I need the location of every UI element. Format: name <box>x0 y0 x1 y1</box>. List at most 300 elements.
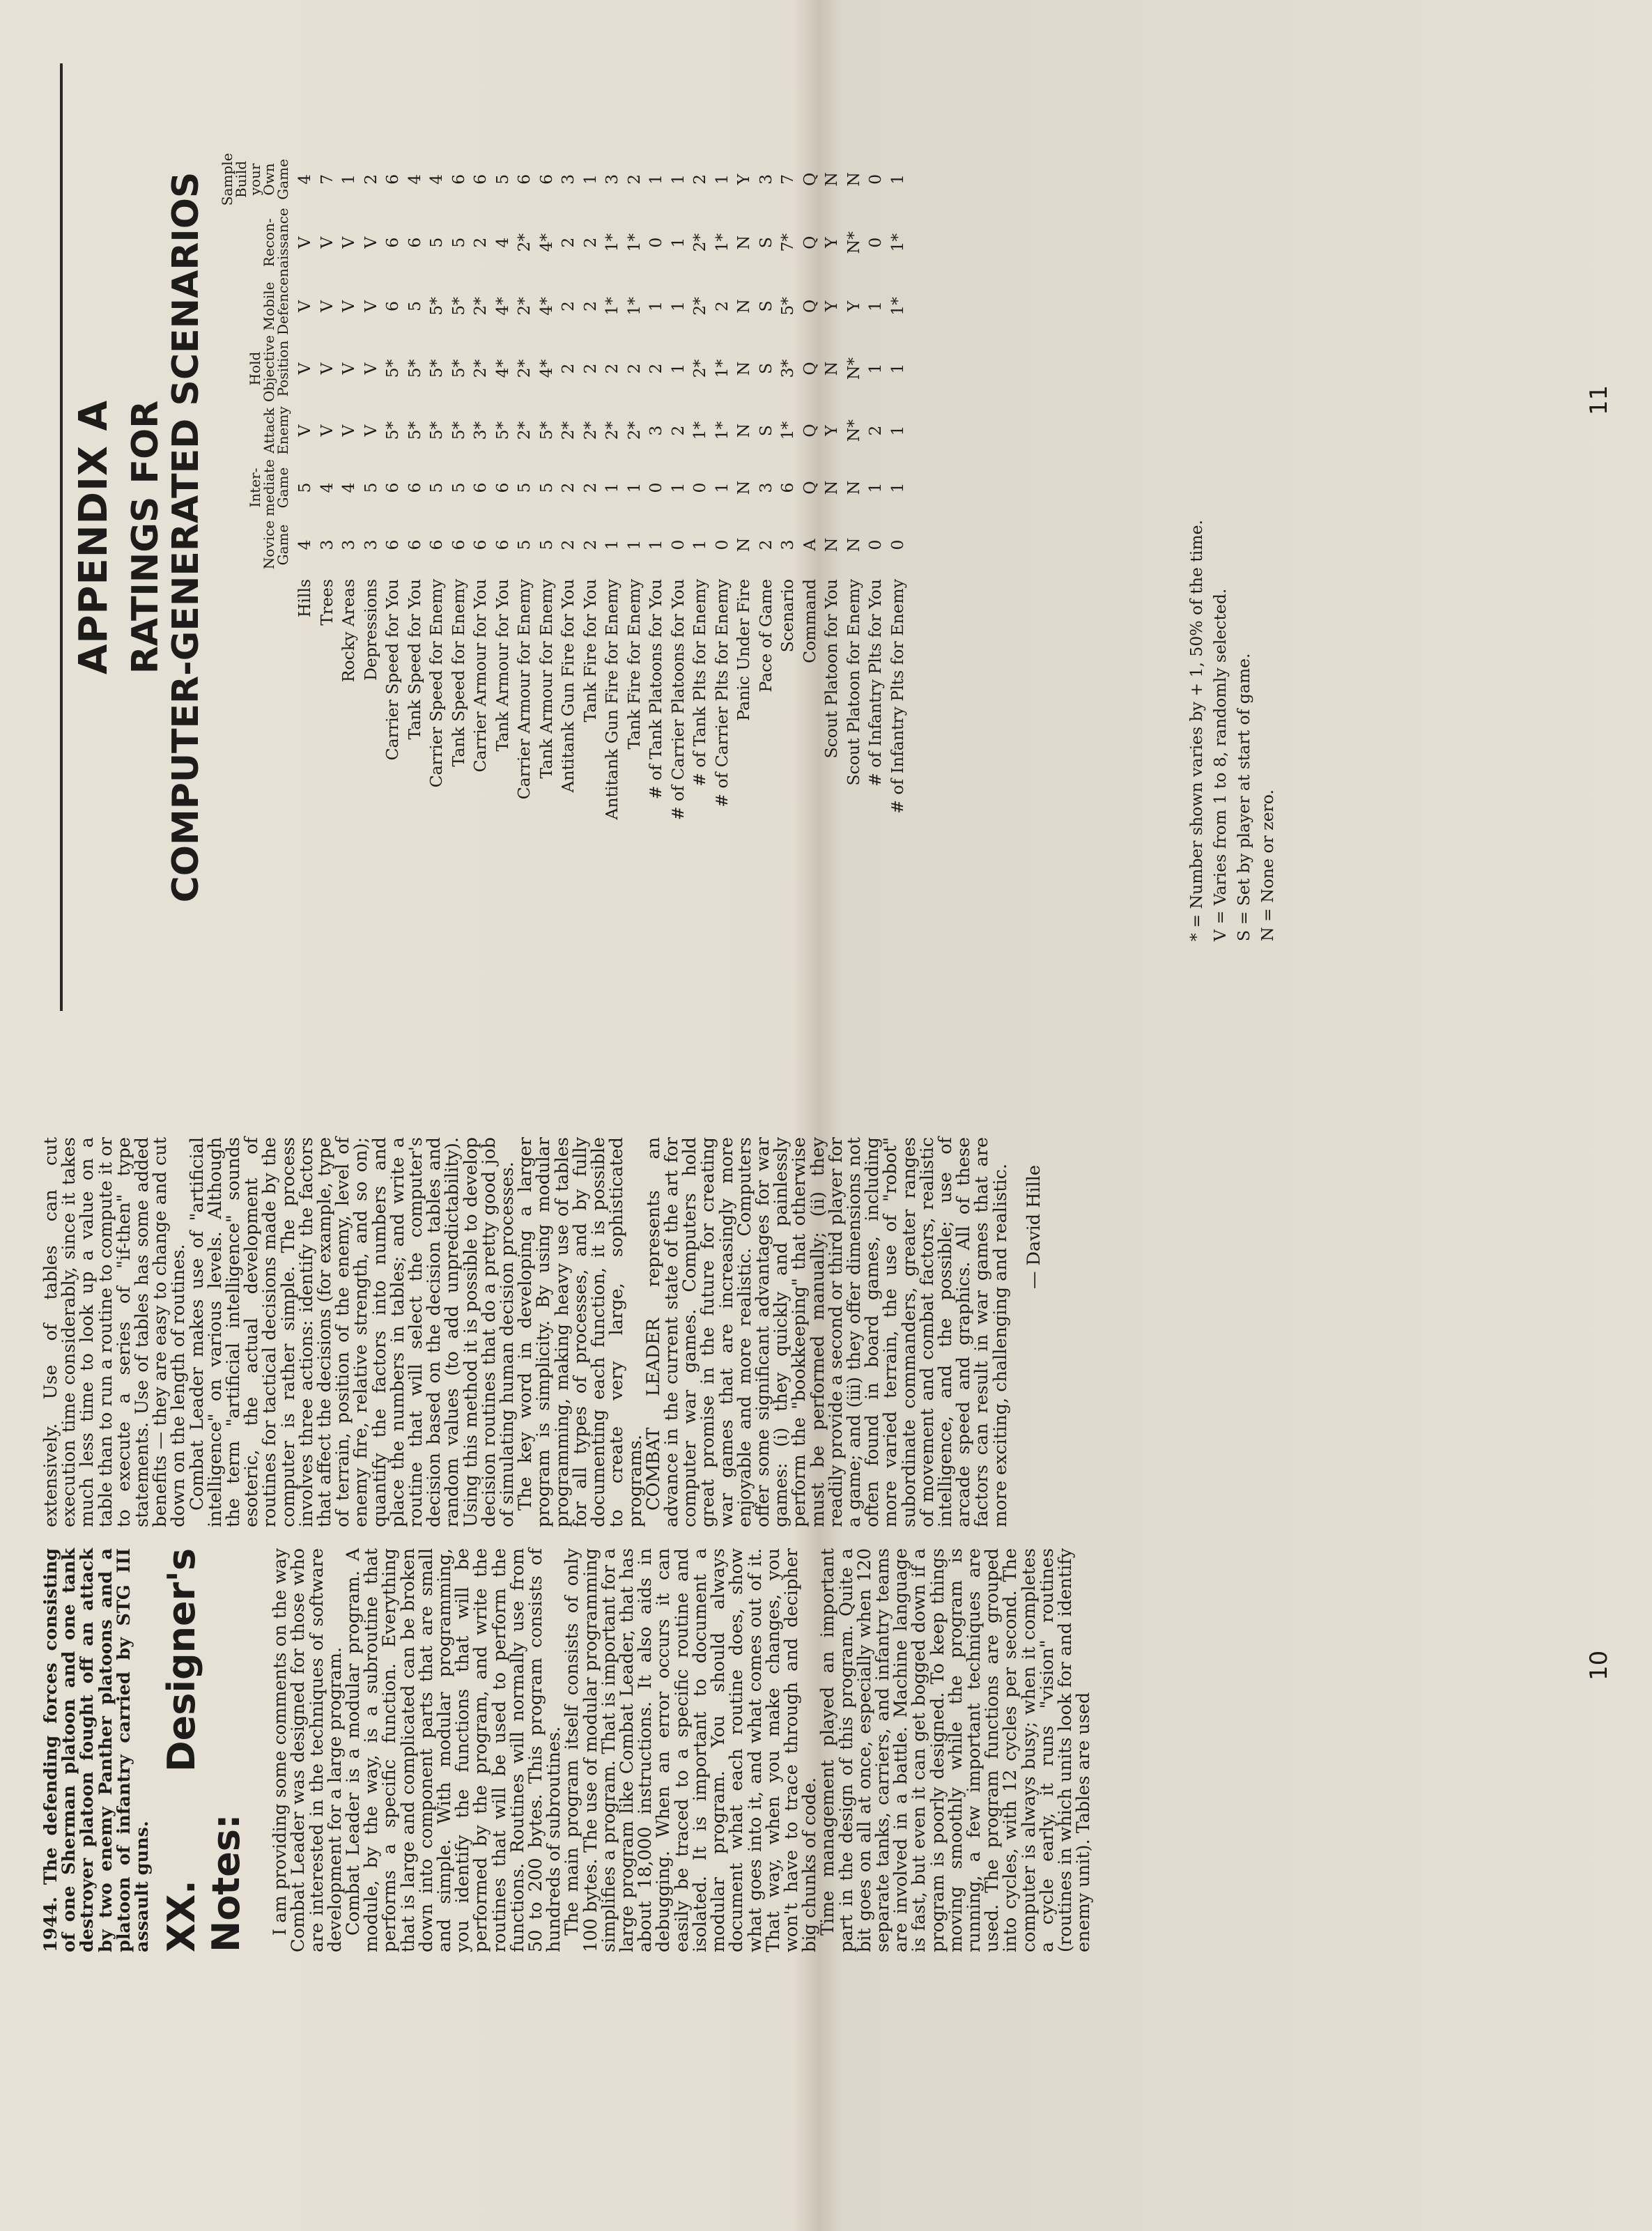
table-row <box>733 150 755 990</box>
table-cell: 4* <box>536 359 556 378</box>
table-cell: V <box>295 424 314 437</box>
table-cell: 2 <box>558 237 578 248</box>
table-cell: 3 <box>339 539 358 550</box>
table-cell: 1* <box>711 421 732 440</box>
table-cell: 2* <box>624 421 644 440</box>
table-cell: V <box>339 362 358 375</box>
table-cell: 6 <box>514 173 534 185</box>
row-label: Tank Armour for You <box>492 579 512 752</box>
table-cell: 0 <box>646 482 665 493</box>
table-cell: 3 <box>360 539 380 550</box>
table-cell: 1 <box>887 482 907 493</box>
row-label: # of Carrier Plts for Enemy <box>711 579 732 808</box>
table-cell: 2* <box>514 233 534 252</box>
table-cell: 1* <box>602 297 622 316</box>
table-cell: 2* <box>514 359 534 378</box>
table-cell: 1 <box>887 363 907 374</box>
table-cell: 2 <box>580 482 600 493</box>
table-cell: V <box>316 424 337 437</box>
table-cell: 6 <box>383 539 402 550</box>
table-cell: Q <box>799 172 819 187</box>
table-cell: 0 <box>690 482 709 493</box>
table-cell: 3 <box>755 482 775 493</box>
table-cell: 2 <box>558 301 578 311</box>
table-cell: 5* <box>404 359 424 378</box>
table-cell: 0 <box>667 539 688 550</box>
table-cell: 1 <box>690 539 709 550</box>
table-cell: 6 <box>448 173 468 185</box>
column-header-line: Game <box>275 524 291 566</box>
table-cell: V <box>360 236 380 249</box>
table-cell: 1* <box>711 233 732 252</box>
table-cell: Q <box>799 236 819 249</box>
table-cell: 2 <box>558 363 578 374</box>
table-cell: 4* <box>492 297 512 316</box>
table-cell: V <box>360 300 380 312</box>
table-row <box>777 150 799 990</box>
table-cell: 4 <box>404 173 424 185</box>
table-cell: V <box>316 236 337 249</box>
table-row <box>316 150 339 990</box>
row-label: Scout Platoon for Enemy <box>843 579 863 786</box>
column-header-line: Enemy <box>275 406 291 455</box>
table-row <box>557 150 580 990</box>
column-header-line: Inter- <box>247 468 263 508</box>
table-cell: 2 <box>690 173 709 185</box>
table-cell: 6 <box>404 237 424 248</box>
legend-item: S = Set by player at start of game. <box>1234 653 1253 941</box>
table-cell: 2 <box>580 363 600 374</box>
table-header-row <box>220 150 294 990</box>
column-header <box>220 335 294 402</box>
row-label: Antitank Gun Fire for Enemy <box>602 579 622 820</box>
table-row <box>514 150 536 990</box>
row-label: Carrier Speed for Enemy <box>426 579 446 788</box>
table-cell: 2 <box>470 237 490 248</box>
row-label: Antitank Gun Fire for You <box>558 579 578 793</box>
table-cell: S <box>755 300 775 312</box>
table-cell: S <box>755 362 775 375</box>
row-label: Tank Speed for Enemy <box>448 579 468 767</box>
row-label: Rocky Areas <box>339 579 358 683</box>
column-header-line: mediate <box>261 459 277 516</box>
table-cell: 3 <box>755 173 775 185</box>
paragraph: The main program itself consists of only 100 bytes. The use of modular programming simplifies a program. That is important for a large program like Combat Leader, that has about 18,000 instructions. It also aids in debugging. When an error occurs it can easily be traced to a specific routine and isolated. It is important to document a modular program. You should always document what each routine does, show what goes into it, and what comes out of it. That way, when you make changes, you won't have to trace through and decipher big chunks of code. <box>562 1548 821 1952</box>
table-cell: 6 <box>404 482 424 493</box>
table-cell: 2 <box>667 425 688 436</box>
left-page <box>0 1116 1652 2231</box>
table-cell: 2 <box>580 237 600 248</box>
table-cell: 5 <box>492 173 512 185</box>
table-cell: 5 <box>404 301 424 311</box>
table-cell: 6 <box>383 301 402 311</box>
table-cell: 2 <box>711 301 732 311</box>
table-cell: 5* <box>426 421 446 440</box>
table-cell: 5 <box>360 482 380 493</box>
appendix-title: APPENDIX A <box>71 400 116 674</box>
row-label: Scout Platoon for You <box>821 579 841 759</box>
table-row <box>821 150 843 990</box>
table-cell: N <box>821 172 841 187</box>
legend-item: N = None or zero. <box>1258 789 1277 941</box>
table-legend <box>1184 520 1279 941</box>
table-cell: 0 <box>887 539 907 550</box>
paragraph: Time management played an important part in the design of this program. Quite a bit goes on all at once, especially when 120 separate tanks, carriers, and infantry teams are involved in a battle. Machine language is fast, but even it can get bogged down if a program is poorly designed. To keep things moving smoothly while the program is running, a few important techniques are used. The program functions are grouped into cycles, with 12 cycles per second. The computer is always busy; when it completes a cycle early, it runs "vision" routines (routines in which units look for and identify enemy unit). Tables are used <box>817 1548 1095 1952</box>
designers-notes-heading: XX. Designer's Notes: <box>160 1548 249 1952</box>
page-number-11: 11 <box>1585 385 1613 415</box>
table-row <box>624 150 646 990</box>
table-cell: 2 <box>558 539 578 550</box>
column-1-paragraphs <box>271 1548 1093 1952</box>
column-header-line: Novice <box>261 520 277 570</box>
row-label: # of Infantry Plts for You <box>865 579 885 787</box>
table-row <box>448 150 470 990</box>
table-cell: N <box>843 480 863 495</box>
table-cell: Y <box>821 300 841 312</box>
table-cell: N <box>734 480 753 495</box>
paragraph: Combat Leader is a modular program. A module, by the way, is a subroutine that performs a specific function. Everything that is large and complicated can be broken down into component parts that are small and simple. With modular programming, you identify the functions that will be performed by the program, and write the routines that will be used to perform the functions. Routines will normally use from 50 to 200 bytes. This program consists of hundreds of subroutines. <box>343 1548 565 1952</box>
table-row <box>338 150 360 990</box>
table-cell: N <box>734 537 753 553</box>
table-cell: 6 <box>404 539 424 550</box>
table-cell: 5* <box>448 421 468 440</box>
table-row <box>689 150 711 990</box>
table-cell: 5* <box>383 359 402 378</box>
paragraph: extensively. Use of tables can cut execution time considerably, since it takes much less time to look up a value on a table than to run a routine to compute it or to execute a series of "if-then" type statements. Use of tables has some added benefits — they are easy to change and cut down on the length of routines. <box>40 1137 190 1527</box>
column-header-line: Recon- <box>261 218 277 268</box>
table-cell: 0 <box>865 539 885 550</box>
table-row <box>470 150 492 990</box>
ratings-title-line-2: COMPUTER-GENERATED SCENARIOS <box>165 171 207 903</box>
author-signature: — David Hille <box>1023 1165 1044 1290</box>
table-cell: 5 <box>295 482 314 493</box>
column-header <box>220 402 294 459</box>
table-cell: 3 <box>602 173 622 185</box>
table-cell: 1 <box>711 482 732 493</box>
table-cell: 4 <box>316 482 337 493</box>
page-number-10: 10 <box>1585 1650 1613 1681</box>
table-cell: 2* <box>558 421 578 440</box>
table-cell: 3* <box>470 421 490 440</box>
legend-item: V = Varies from 1 to 8, randomly selected. <box>1210 588 1230 941</box>
table-cell: 4 <box>295 539 314 550</box>
top-rule <box>60 63 63 1011</box>
row-label: # of Infantry Plts for Enemy <box>887 579 907 814</box>
column-header-line: Mobile <box>261 281 277 331</box>
table-cell: 4* <box>536 233 556 252</box>
table-cell: 5* <box>536 421 556 440</box>
row-label: # of Carrier Platoons for You <box>667 579 688 821</box>
table-cell: 1 <box>711 173 732 185</box>
row-label: Pace of Game <box>755 579 775 693</box>
table-cell: V <box>360 362 380 375</box>
table-cell: 6 <box>470 482 490 493</box>
table-cell: 1* <box>690 421 709 440</box>
left-column-2 <box>42 1137 1043 1527</box>
row-label: Carrier Armour for You <box>470 579 490 773</box>
paragraph: I am providing some comments on the way Combat Leader was designed for those who are interested in the techniques of software development for a large program. <box>270 1548 346 1952</box>
table-cell: 2 <box>646 363 665 374</box>
table-cell: 1 <box>624 482 644 493</box>
table-cell: 6 <box>492 539 512 550</box>
table-cell: 5* <box>448 359 468 378</box>
table-row <box>645 150 667 990</box>
table-cell: 3 <box>646 425 665 436</box>
legend-item: * = Number shown varies by + 1, 50% of the time. <box>1187 520 1206 941</box>
row-label: Depressions <box>360 579 380 681</box>
table-cell: Q <box>799 424 819 438</box>
column-header-line: Objective <box>261 334 277 402</box>
column-header-line: Sample <box>219 153 236 206</box>
table-cell: N <box>734 361 753 376</box>
table-cell: 5* <box>426 359 446 378</box>
column-header-line: Game <box>275 467 291 509</box>
table-cell: 2* <box>470 359 490 378</box>
table-cell: 0 <box>646 237 665 248</box>
table-cell: 4 <box>339 482 358 493</box>
table-row <box>799 150 821 990</box>
table-cell: Q <box>799 362 819 376</box>
table-row <box>404 150 426 990</box>
table-row <box>667 150 690 990</box>
ratings-title-line-1: RATINGS FOR <box>125 400 167 674</box>
table-row <box>382 150 404 990</box>
table-cell: 2 <box>624 173 644 185</box>
column-header <box>220 208 294 277</box>
table-cell: 1 <box>339 173 358 185</box>
table-cell: 2 <box>580 301 600 311</box>
table-cell: 0 <box>711 539 732 550</box>
table-cell: Y <box>734 173 753 185</box>
table-cell: V <box>295 236 314 249</box>
table-cell: N <box>843 172 863 187</box>
table-cell: 1 <box>602 482 622 493</box>
table-cell: 2 <box>755 539 775 550</box>
table-row <box>865 150 887 990</box>
paragraph: The key word in developing a larger program is simplicity. By using modular programming, making heavy use of tables for all types of processes, and by fully documenting each function, it is possible to create very large, sophisticated programs. <box>515 1137 646 1527</box>
table-cell: 5* <box>492 421 512 440</box>
table-row <box>580 150 602 990</box>
table-cell: 1* <box>624 297 644 316</box>
table-cell: 2* <box>690 359 709 378</box>
table-cell: 2 <box>865 425 885 436</box>
table-cell: A <box>799 539 819 551</box>
table-cell: 6 <box>383 237 402 248</box>
row-label: Panic Under Fire <box>734 579 753 721</box>
table-row <box>843 150 865 990</box>
paragraph: Combat Leader makes use of "artificial intelligence" on various levels. Although the term "artificial intelligence" sounds esoteric, the actual development of routines for tactical decisions made by the computer is rather simple. The process involves three actions: identify the factors that affect the decisions (for example, type of terrain, position of the enemy, level of enemy fire, relative strength, and so on); quantify the factors into numbers and place the numbers in tables; and write a routine that will select the computer's decision based on the decision tables and random values (to add unpredictability). Using this method it is possible to develop decision routines that do a pretty good job of simulating human decision processes. <box>186 1137 518 1527</box>
table-cell: S <box>755 424 775 437</box>
table-cell: 6 <box>470 539 490 550</box>
table-cell: 1 <box>887 173 907 185</box>
row-label: Trees <box>316 579 337 626</box>
column-header <box>220 277 294 335</box>
table-cell: 1 <box>624 539 644 550</box>
table-cell: 5 <box>536 539 556 550</box>
table-cell: 1 <box>646 539 665 550</box>
table-cell: 5* <box>448 297 468 316</box>
row-label: Tank Speed for You <box>404 579 424 740</box>
table-cell: 3 <box>316 539 337 550</box>
table-cell: 5 <box>426 237 446 248</box>
table-cell: 4 <box>295 173 314 185</box>
table-cell: 5 <box>514 482 534 493</box>
table-cell: 5* <box>778 297 797 316</box>
table-row <box>887 150 909 990</box>
table-cell: V <box>316 300 337 312</box>
column-header-line: Position <box>275 340 291 397</box>
table-cell: 1 <box>865 301 885 311</box>
table-cell: 2 <box>580 539 600 550</box>
table-cell: 2 <box>360 173 380 185</box>
table-cell: S <box>755 237 775 249</box>
table-cell: V <box>339 236 358 249</box>
table-row <box>601 150 624 990</box>
table-cell: 7 <box>778 173 797 185</box>
table-cell: Y <box>843 300 863 312</box>
ratings-title <box>125 63 206 1011</box>
table-cell: 5 <box>448 482 468 493</box>
table-cell: V <box>339 424 358 437</box>
table-cell: 2* <box>514 421 534 440</box>
table-cell: Q <box>799 299 819 314</box>
table-cell: 5* <box>404 421 424 440</box>
table-cell: Q <box>799 481 819 495</box>
table-cell: 6 <box>778 482 797 493</box>
row-label: Carrier Speed for You <box>383 579 402 761</box>
row-label: Tank Fire for Enemy <box>624 579 644 750</box>
table-cell: 1* <box>887 297 907 316</box>
row-label: Hills <box>295 579 314 618</box>
scenario-ratings-table <box>220 150 909 990</box>
table-cell: 5* <box>383 421 402 440</box>
table-cell: V <box>339 300 358 312</box>
table-cell: N <box>821 480 841 495</box>
table-cell: 1 <box>865 482 885 493</box>
table-cell: 1 <box>887 425 907 436</box>
table-cell: 1 <box>667 237 688 248</box>
column-2-paragraphs <box>42 1137 1010 1527</box>
column-header <box>220 459 294 516</box>
column-header-line: Defence <box>275 277 291 335</box>
table-cell: 6 <box>426 539 446 550</box>
table-body <box>294 150 909 990</box>
row-label: Tank Fire for You <box>580 579 600 723</box>
row-label: Tank Armour for Enemy <box>536 579 556 779</box>
table-cell: V <box>295 300 314 312</box>
table-cell: 2* <box>690 297 709 316</box>
table-cell: 1* <box>887 233 907 252</box>
table-cell: N <box>821 537 841 553</box>
column-header-line: naissance <box>275 208 291 277</box>
table-cell: 1 <box>602 539 622 550</box>
table-cell: V <box>316 362 337 375</box>
table-cell: 1* <box>778 421 797 440</box>
row-label: Carrier Armour for Enemy <box>514 579 534 800</box>
table-cell: 5 <box>536 482 556 493</box>
table-cell: N <box>734 299 753 314</box>
table-cell: 1 <box>580 173 600 185</box>
table-cell: 2 <box>602 363 622 374</box>
table-cell: 4 <box>492 237 512 248</box>
table-cell: 1 <box>646 173 665 185</box>
photo-caption: 1944. The defending forces consisting of one Sherman platoon and one tank destroyer platoon fought off an attack by two enemy Panther platoons and a platoon of infantry carried by STG III assault guns. <box>40 1548 153 1952</box>
table-row <box>426 150 448 990</box>
left-column-1 <box>42 1548 1093 1952</box>
table-cell: 2 <box>558 482 578 493</box>
table-cell: 1* <box>602 233 622 252</box>
column-header-line: Own Game <box>261 159 291 200</box>
column-header <box>220 516 294 573</box>
table-row <box>536 150 558 990</box>
table-cell: 2* <box>514 297 534 316</box>
row-label: Scenario <box>778 579 797 653</box>
column-header-line: Build your <box>233 160 263 198</box>
row-label: # of Tank Platoons for You <box>646 579 665 800</box>
table-cell: 1 <box>667 173 688 185</box>
table-cell: 6 <box>492 482 512 493</box>
table-cell: 1 <box>646 301 665 311</box>
table-cell: 5* <box>426 297 446 316</box>
table-cell: 4* <box>492 359 512 378</box>
table-cell: 1* <box>624 233 644 252</box>
table-cell: 5 <box>426 482 446 493</box>
table-cell: 0 <box>865 237 885 248</box>
row-label: Command <box>799 579 819 663</box>
table-cell: 1* <box>711 359 732 378</box>
paragraph: COMBAT LEADER represents an advance in the current state of the art for computer war games. Computers hold great promise in the future for creating war games that are increasingly more enjoyable and more realistic. Computers offer some significant advantages for war games: (i) they quickly and painlessly perform the "bookkeeping" that otherwise must be performed manually; (ii) they readily provide a second or third player for a game; and (iii) they offer dimensions not often found in board games, including more varied terrain, the use of "robot" subordinate commanders, greater ranges of movement and combat factors, realistic intelligence, and the possible; use of arcade speed and graphics. All of these factors can result in war games that are more exciting, challenging and realistic. <box>642 1137 1011 1527</box>
table-row <box>360 150 383 990</box>
table-cell: N <box>734 423 753 438</box>
table-cell: 3 <box>778 539 797 550</box>
table-cell: 6 <box>470 173 490 185</box>
row-label: # of Tank Plts for Enemy <box>690 579 709 787</box>
table-cell: 7* <box>778 233 797 252</box>
table-cell: 6 <box>448 539 468 550</box>
table-row <box>294 150 316 990</box>
table-cell: 2* <box>580 421 600 440</box>
table-cell: N <box>821 361 841 376</box>
table-cell: 5 <box>514 539 534 550</box>
table-cell: 0 <box>865 173 885 185</box>
column-header <box>220 150 294 208</box>
column-header-line: Attack <box>261 408 277 454</box>
table-cell: 6 <box>383 482 402 493</box>
table-cell: 4 <box>426 173 446 185</box>
table-cell: Y <box>821 237 841 248</box>
table-cell: N* <box>843 357 863 380</box>
table-cell: 1 <box>667 363 688 374</box>
table-row <box>492 150 514 990</box>
table-row <box>755 150 778 990</box>
table-cell: 4* <box>536 297 556 316</box>
table-cell: 6 <box>383 173 402 185</box>
table-cell: 1 <box>865 363 885 374</box>
table-cell: 7 <box>316 173 337 185</box>
column-header-line: Hold <box>247 351 263 386</box>
table-cell: 2* <box>470 297 490 316</box>
table-cell: 1 <box>667 482 688 493</box>
table-row <box>711 150 734 990</box>
table-cell: 5 <box>448 237 468 248</box>
table-cell: N* <box>843 419 863 442</box>
table-cell: 1 <box>667 301 688 311</box>
table-cell: 2 <box>624 363 644 374</box>
table-cell: V <box>360 424 380 437</box>
table-cell: V <box>295 362 314 375</box>
table-cell: 6 <box>536 173 556 185</box>
table-cell: Y <box>821 425 841 436</box>
